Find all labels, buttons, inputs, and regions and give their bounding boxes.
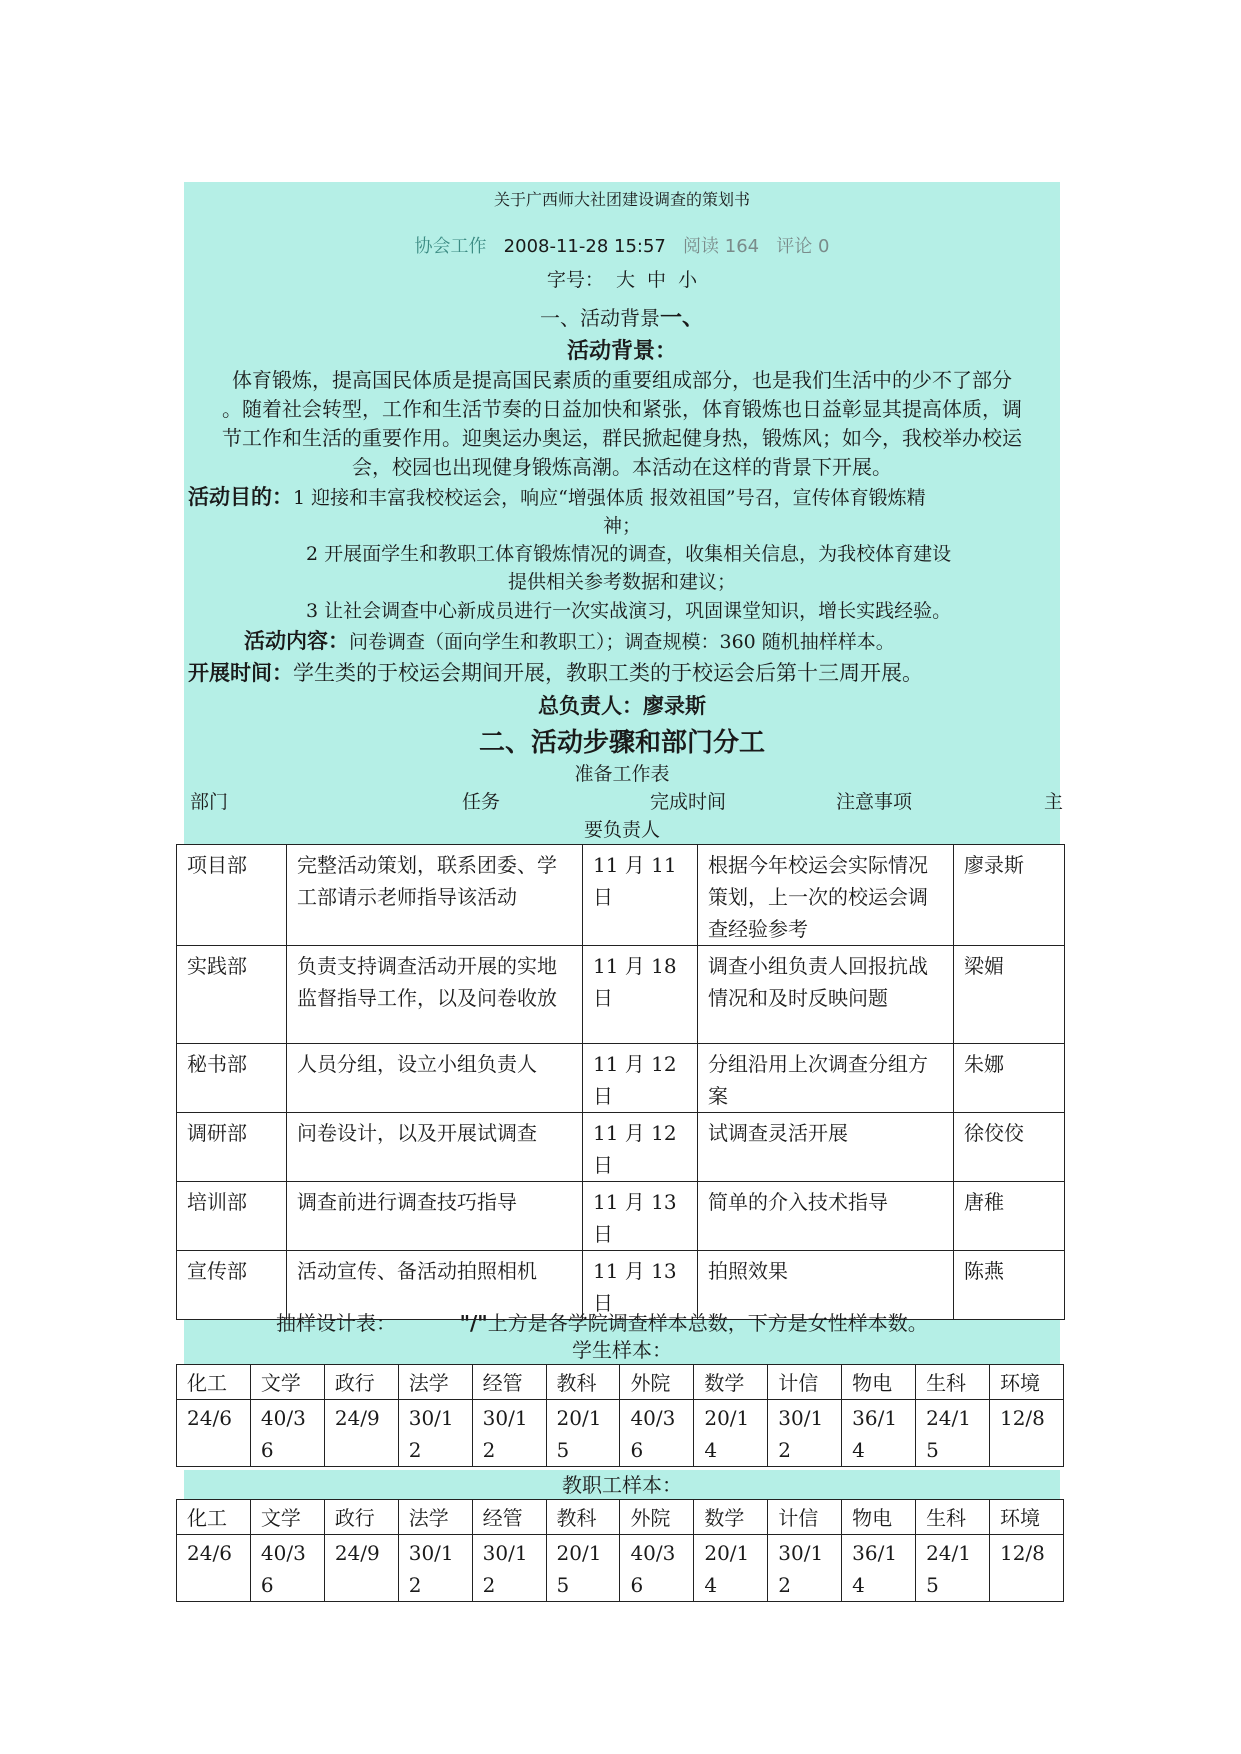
time-label: 开展时间： [188, 661, 293, 685]
college-header: 物电 [842, 1365, 916, 1400]
post-meta [184, 234, 1060, 260]
sample-value: 24/9 [324, 1400, 398, 1467]
college-header: 经管 [472, 1500, 546, 1535]
college-header: 数学 [694, 1500, 768, 1535]
content-text: 问卷调查（面向学生和教职工）；调查规模：360 随机抽样样本。 [349, 631, 895, 653]
college-header: 教科 [546, 1365, 620, 1400]
sample-value: 40/36 [620, 1535, 694, 1602]
cell-note: 简单的介入技术指导 [698, 1182, 954, 1251]
sample-value: 36/14 [842, 1535, 916, 1602]
purpose-line-1 [188, 482, 1060, 514]
cell-note: 试调查灵活开展 [698, 1113, 954, 1182]
time-line [188, 657, 923, 691]
cell-note: 根据今年校运会实际情况策划，上一次的校运会调查经验参考 [698, 845, 954, 946]
section1-heading [184, 302, 1060, 336]
purpose-item-2: 2 开展面学生和教职工体育锻炼情况的调查，收集相关信息，为我校体育建设 [306, 543, 952, 565]
cell-note: 调查小组负责人回报抗战情况和及时反映问题 [698, 946, 954, 1044]
sample-value: 20/14 [694, 1535, 768, 1602]
header-row [177, 1500, 1064, 1535]
paragraph-line: 会，校园也出现健身锻炼高潮。本活动在这样的背景下开展。 [352, 455, 892, 479]
time-text: 学生类的于校运会期间开展，教职工类的于校运会后第十三周开展。 [293, 661, 923, 685]
table-row [177, 1044, 1065, 1113]
sampling-desc: 上方是各学院调查样本总数，下方是女性样本数。 [487, 1311, 928, 1335]
college-header: 环境 [989, 1500, 1063, 1535]
staff-sample-table [176, 1499, 1064, 1602]
college-header: 政行 [324, 1365, 398, 1400]
page-title: 关于广西师大社团建设调查的策划书 [493, 190, 750, 209]
sample-value: 40/36 [620, 1400, 694, 1467]
college-header: 法学 [398, 1365, 472, 1400]
background-paragraph [184, 366, 1060, 482]
cell-time: 11 月 12 日 [583, 1044, 698, 1113]
value-row [177, 1535, 1064, 1602]
college-header: 计信 [768, 1500, 842, 1535]
college-header: 数学 [694, 1365, 768, 1400]
cell-owner: 朱娜 [954, 1044, 1065, 1113]
college-header: 化工 [177, 1365, 251, 1400]
leader-line: 总负责人：廖录斯 [538, 694, 706, 718]
sample-value: 30/12 [472, 1400, 546, 1467]
purpose-item-2-cont: 提供相关参考数据和建议； [507, 571, 736, 593]
purpose-item-1-cont: 神； [602, 515, 641, 537]
read-count[interactable]: 阅读 164 [683, 236, 760, 257]
student-sample-table [176, 1364, 1064, 1467]
cell-time: 11 月 13 日 [583, 1182, 698, 1251]
cell-task: 活动宣传、备活动拍照相机 [287, 1251, 583, 1320]
col-header-owner-a: 主 [1044, 791, 1064, 813]
table-row [177, 946, 1065, 1044]
sampling-label: 抽样设计表： [276, 1311, 396, 1335]
college-header: 物电 [842, 1500, 916, 1535]
sample-value: 30/12 [768, 1535, 842, 1602]
section1-heading-big: 活动背景： [566, 339, 677, 364]
sample-value: 12/8 [989, 1535, 1063, 1602]
col-header-owner-b: 要负责人 [583, 819, 660, 841]
header-row [177, 1365, 1064, 1400]
college-header: 文学 [250, 1500, 324, 1535]
work-table [176, 844, 1065, 1320]
college-header: 外院 [620, 1500, 694, 1535]
font-size-selector[interactable]: 字号： 大 中 小 [546, 269, 698, 291]
table-title: 准备工作表 [574, 763, 670, 785]
cell-dept: 实践部 [177, 946, 287, 1044]
post-datetime: 2008-11-28 15:57 [503, 236, 666, 257]
college-header: 教科 [546, 1500, 620, 1535]
purpose-item-1: 1 迎接和丰富我校校运会，响应“增强体质 报效祖国”号召，宣传体育锻炼精 [293, 487, 926, 509]
cell-task: 问卷设计，以及开展试调查 [287, 1113, 583, 1182]
sample-value: 30/12 [472, 1535, 546, 1602]
sample-value: 24/6 [177, 1535, 251, 1602]
sample-value: 20/15 [546, 1400, 620, 1467]
cell-dept: 调研部 [177, 1113, 287, 1182]
col-header-note: 注意事项 [836, 791, 913, 813]
college-header: 经管 [472, 1365, 546, 1400]
college-header: 外院 [620, 1365, 694, 1400]
content-line [244, 626, 895, 658]
sample-value: 36/14 [842, 1400, 916, 1467]
cell-time: 11 月 18 日 [583, 946, 698, 1044]
staff-sample-title: 教职工样本： [562, 1473, 682, 1497]
sample-value: 20/14 [694, 1400, 768, 1467]
sample-value: 30/12 [398, 1535, 472, 1602]
cell-time: 11 月 13 日 [583, 1251, 698, 1320]
paragraph-line: 节工作和生活的重要作用。迎奥运办奥运，群民掀起健身热，锻炼风；如今，我校举办校运 [222, 426, 1022, 450]
college-header: 化工 [177, 1500, 251, 1535]
col-header-time: 完成时间 [650, 791, 727, 813]
purpose-label: 活动目的： [188, 485, 293, 509]
cell-dept: 秘书部 [177, 1044, 287, 1113]
college-header: 文学 [250, 1365, 324, 1400]
student-sample-title: 学生样本： [572, 1338, 672, 1362]
content-label: 活动内容： [244, 629, 349, 653]
cell-task: 人员分组，设立小组负责人 [287, 1044, 583, 1113]
col-header-dept: 部门 [190, 791, 229, 813]
sample-value: 24/6 [177, 1400, 251, 1467]
sample-value: 12/8 [989, 1400, 1063, 1467]
purpose-item-3: 3 让社会调查中心新成员进行一次实战演习，巩固课堂知识，增长实践经验。 [306, 600, 952, 622]
col-header-task: 任务 [462, 791, 501, 813]
sample-value: 24/9 [324, 1535, 398, 1602]
cell-owner: 梁媚 [954, 946, 1065, 1044]
sample-value: 40/36 [250, 1535, 324, 1602]
college-header: 政行 [324, 1500, 398, 1535]
cell-owner: 唐稚 [954, 1182, 1065, 1251]
cell-task: 负责支持调查活动开展的实地监督指导工作，以及问卷收放 [287, 946, 583, 1044]
college-header: 环境 [989, 1365, 1063, 1400]
college-header: 计信 [768, 1365, 842, 1400]
sample-value: 24/15 [916, 1400, 990, 1467]
section2-heading: 二、活动步骤和部门分工 [478, 728, 765, 758]
cell-note: 拍照效果 [698, 1251, 954, 1320]
sample-value: 24/15 [916, 1535, 990, 1602]
paragraph-line: 。随着社会转型，工作和生活节奏的日益加快和紧张，体育锻炼也日益彰显其提高体质，调 [222, 397, 1022, 421]
college-header: 法学 [398, 1500, 472, 1535]
sampling-line [276, 1308, 928, 1338]
cell-dept: 宣传部 [177, 1251, 287, 1320]
table-row [177, 1113, 1065, 1182]
category-link[interactable]: 协会工作 [414, 236, 487, 257]
cell-owner: 徐佼佼 [954, 1113, 1065, 1182]
section1-heading-number: 一、 [659, 306, 704, 331]
cell-time: 11 月 12 日 [583, 1113, 698, 1182]
cell-owner: 陈燕 [954, 1251, 1065, 1320]
college-header: 生科 [916, 1500, 990, 1535]
cell-time: 11 月 11 日 [583, 845, 698, 946]
table-row [177, 1182, 1065, 1251]
college-header: 生科 [916, 1365, 990, 1400]
cell-note: 分组沿用上次调查分组方案 [698, 1044, 954, 1113]
cell-dept: 培训部 [177, 1182, 287, 1251]
value-row [177, 1400, 1064, 1467]
cell-dept: 项目部 [177, 845, 287, 946]
sample-value: 30/12 [768, 1400, 842, 1467]
section1-heading-small: 一、活动背景 [539, 306, 660, 330]
sampling-mark: "/" [459, 1311, 488, 1335]
table-row [177, 845, 1065, 946]
paragraph-line: 体育锻炼，提高国民体质是提高国民素质的重要组成部分，也是我们生活中的少不了部分 [232, 368, 1012, 392]
sample-value: 40/36 [250, 1400, 324, 1467]
comment-count[interactable]: 评论 0 [776, 236, 830, 257]
cell-owner: 廖录斯 [954, 845, 1065, 946]
cell-task: 调查前进行调查技巧指导 [287, 1182, 583, 1251]
sample-value: 20/15 [546, 1535, 620, 1602]
sample-value: 30/12 [398, 1400, 472, 1467]
cell-task: 完整活动策划，联系团委、学工部请示老师指导该活动 [287, 845, 583, 946]
